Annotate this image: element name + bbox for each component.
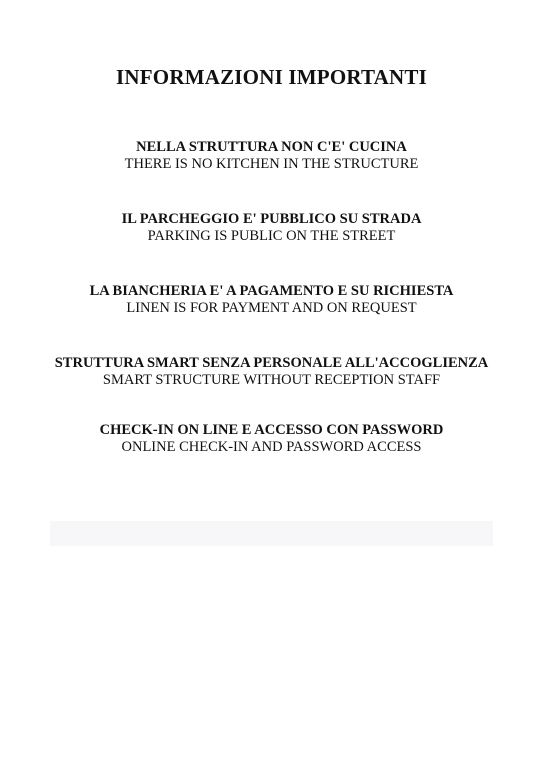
notice-italian-text: STRUTTURA SMART SENZA PERSONALE ALL'ACCOGLIENZA (54, 355, 489, 371)
notice-english-text: THERE IS NO KITCHEN IN THE STRUCTURE (124, 156, 419, 172)
notice-check-in (0, 422, 543, 456)
notice-kitchen (0, 139, 543, 173)
light-gray-band (50, 521, 493, 546)
notice-english-text: ONLINE CHECK-IN AND PASSWORD ACCESS (121, 439, 422, 455)
notice-italian-text: CHECK-IN ON LINE E ACCESSO CON PASSWORD (99, 422, 444, 438)
notice-reception (0, 355, 543, 389)
notice-linen (0, 283, 543, 317)
page-title: INFORMAZIONI IMPORTANTI (116, 65, 427, 89)
notice-english-text: SMART STRUCTURE WITHOUT RECEPTION STAFF (102, 372, 441, 388)
notice-english-text: PARKING IS PUBLIC ON THE STREET (147, 228, 396, 244)
notice-parking (0, 211, 543, 245)
notice-italian-text: IL PARCHEGGIO E' PUBBLICO SU STRADA (121, 211, 422, 227)
notice-italian-text: NELLA STRUTTURA NON C'E' CUCINA (136, 139, 407, 155)
notice-italian-text: LA BIANCHERIA E' A PAGAMENTO E SU RICHIESTA (89, 283, 454, 299)
notice-english-text: LINEN IS FOR PAYMENT AND ON REQUEST (126, 300, 417, 316)
